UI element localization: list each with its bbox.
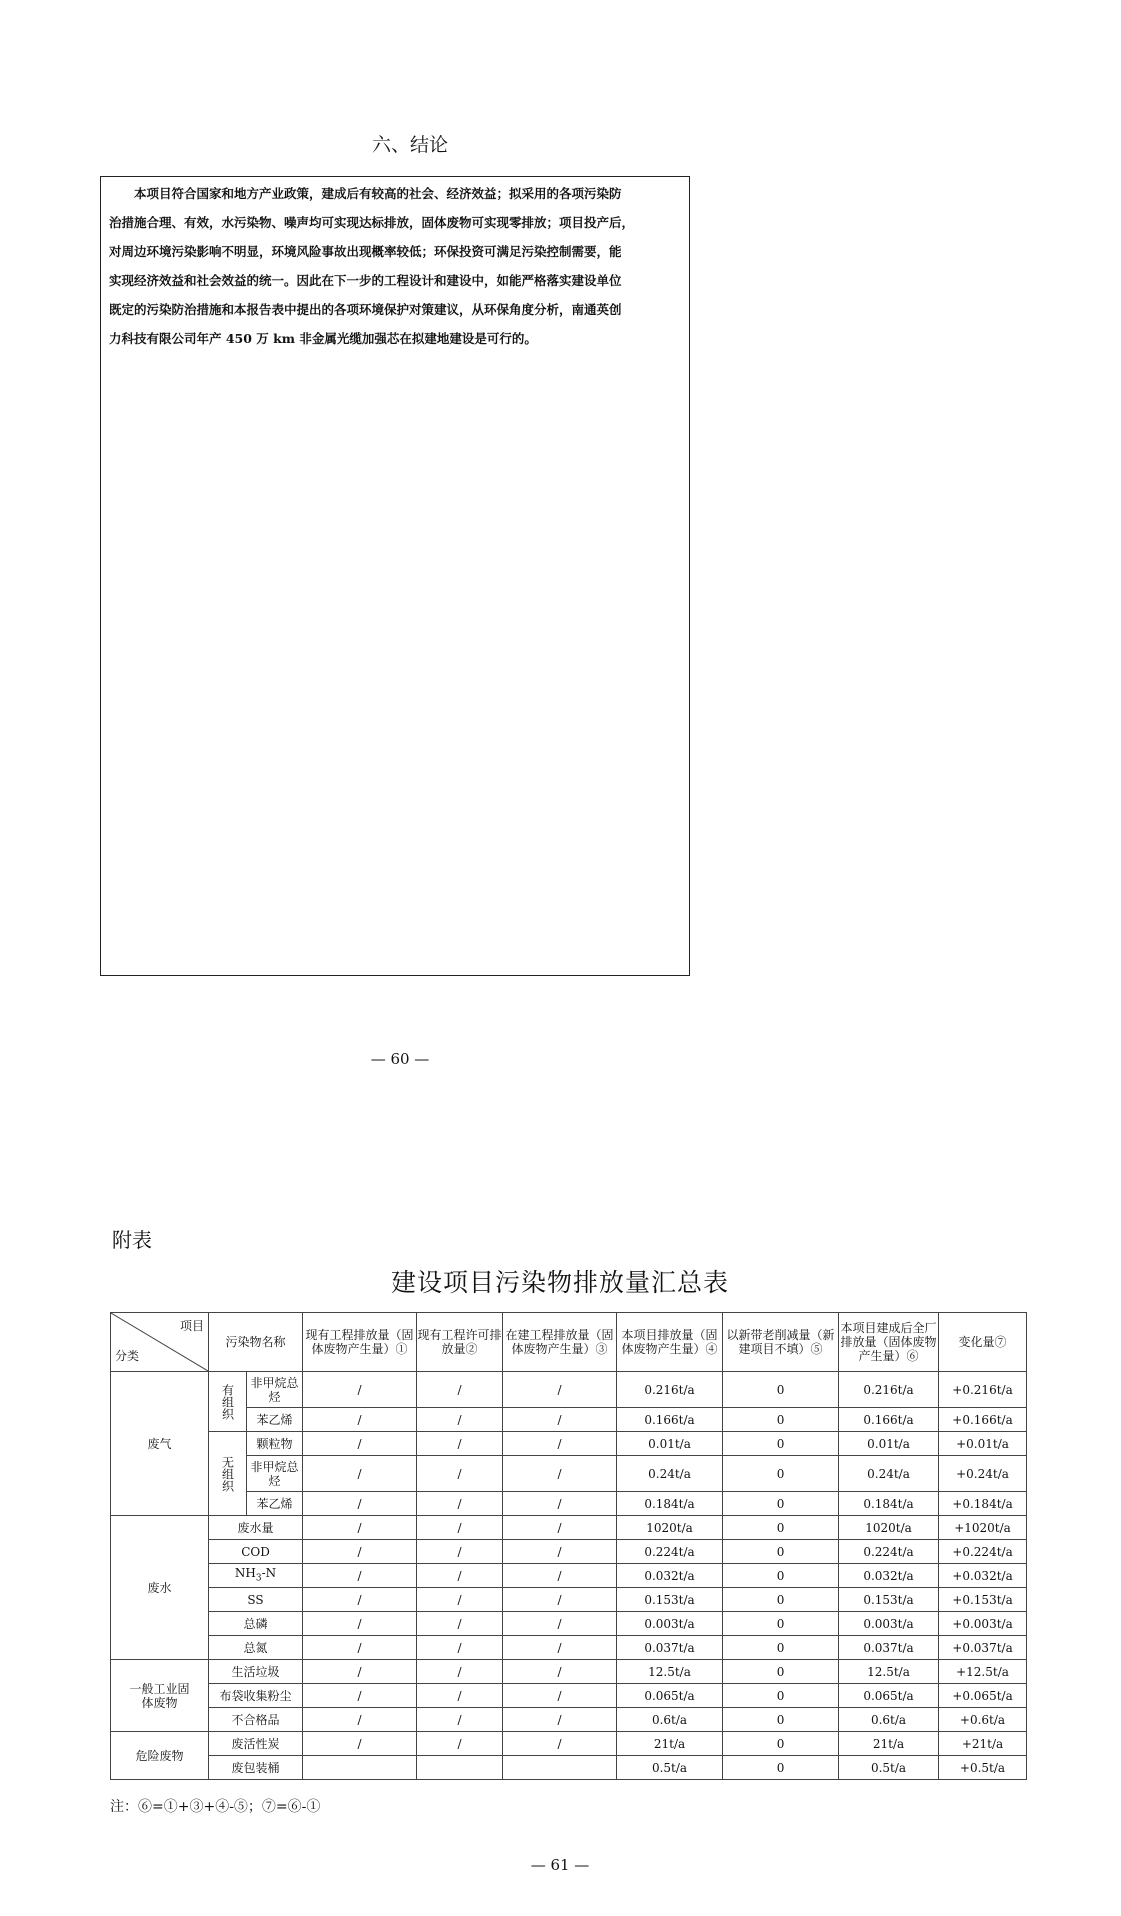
subgroup-cell: 无组织: [209, 1432, 247, 1516]
value-cell: +0.216t/a: [939, 1372, 1027, 1408]
conclusion-line: 既定的污染防治措施和本报告表中提出的各项环境保护对策建议，从环保角度分析，南通英创: [109, 302, 622, 317]
conclusion-line: 力科技有限公司年产 450 万 km 非金属光缆加强芯在拟建地建设是可行的。: [109, 331, 537, 346]
value-cell: +0.184t/a: [939, 1492, 1027, 1516]
value-cell: 0.065t/a: [839, 1684, 939, 1708]
table-row: [111, 1708, 1027, 1732]
value-cell: /: [503, 1456, 617, 1492]
table-row: [111, 1432, 1027, 1456]
value-cell: /: [303, 1612, 417, 1636]
value-cell: 12.5t/a: [617, 1660, 723, 1684]
header-col1: 现有工程排放量（固体废物产生量）①: [303, 1313, 417, 1372]
table-row: [111, 1516, 1027, 1540]
value-cell: /: [503, 1492, 617, 1516]
section-title: 六、结论: [371, 134, 448, 156]
value-cell: +0.6t/a: [939, 1708, 1027, 1732]
value-cell: 0.24t/a: [617, 1456, 723, 1492]
table-row: [111, 1564, 1027, 1588]
pollutant-name-cell: 总磷: [209, 1612, 303, 1636]
value-cell: 0.037t/a: [617, 1636, 723, 1660]
value-cell: 0: [723, 1564, 839, 1588]
pollutant-name-cell: 非甲烷总烃: [247, 1372, 303, 1408]
table-row: [111, 1684, 1027, 1708]
pollutant-name-cell: 苯乙烯: [247, 1408, 303, 1432]
header-col4: 本项目排放量（固体废物产生量）④: [617, 1313, 723, 1372]
formula-tail: -N: [261, 1565, 277, 1580]
pollutant-name-cell: SS: [209, 1588, 303, 1612]
value-cell: /: [503, 1540, 617, 1564]
value-cell: 0: [723, 1756, 839, 1780]
value-cell: +0.065t/a: [939, 1684, 1027, 1708]
value-cell: /: [417, 1372, 503, 1408]
value-cell: 12.5t/a: [839, 1660, 939, 1684]
value-cell: +0.01t/a: [939, 1432, 1027, 1456]
header-category-label: 分类: [115, 1349, 140, 1363]
header-col2: 现有工程许可排放量②: [417, 1313, 503, 1372]
value-cell: [503, 1756, 617, 1780]
value-cell: 0.065t/a: [617, 1684, 723, 1708]
value-cell: /: [503, 1708, 617, 1732]
header-diagonal-cell: [111, 1313, 209, 1372]
table-header-row: [111, 1313, 1027, 1372]
header-col5: 以新带老削减量（新建项目不填）⑤: [723, 1313, 839, 1372]
pollutant-name-cell: 非甲烷总烃: [247, 1456, 303, 1492]
header-item-label: 项目: [179, 1319, 204, 1333]
value-cell: /: [503, 1432, 617, 1456]
pollutant-summary-table: [110, 1312, 1027, 1780]
appendix-label: 附表: [112, 1228, 152, 1252]
value-cell: /: [303, 1408, 417, 1432]
table-title: 建设项目污染物排放量汇总表: [390, 1268, 729, 1297]
header-col6: 本项目建成后全厂排放量（固体废物产生量）⑥: [839, 1313, 939, 1372]
value-cell: /: [303, 1660, 417, 1684]
value-cell: /: [503, 1408, 617, 1432]
value-cell: 21t/a: [617, 1732, 723, 1756]
value-cell: 0.153t/a: [839, 1588, 939, 1612]
header-col7: 变化量⑦: [939, 1313, 1027, 1372]
value-cell: +0.224t/a: [939, 1540, 1027, 1564]
pollutant-name-cell: 布袋收集粉尘: [209, 1684, 303, 1708]
value-cell: /: [417, 1564, 503, 1588]
value-cell: 0.184t/a: [839, 1492, 939, 1516]
value-cell: +0.032t/a: [939, 1564, 1027, 1588]
pollutant-name-cell: COD: [209, 1540, 303, 1564]
conclusion-text: [109, 179, 681, 353]
table-note: 注：⑥=①+③+④-⑤；⑦=⑥-①: [110, 1799, 321, 1815]
value-cell: /: [417, 1456, 503, 1492]
value-cell: 0: [723, 1492, 839, 1516]
value-cell: 0.003t/a: [839, 1612, 939, 1636]
value-cell: 0.224t/a: [839, 1540, 939, 1564]
value-cell: /: [303, 1732, 417, 1756]
value-cell: /: [417, 1588, 503, 1612]
table-row: [111, 1612, 1027, 1636]
value-cell: 0.5t/a: [617, 1756, 723, 1780]
value-cell: 0.216t/a: [839, 1372, 939, 1408]
value-cell: 1020t/a: [839, 1516, 939, 1540]
table-row: [111, 1540, 1027, 1564]
value-cell: 0.24t/a: [839, 1456, 939, 1492]
header-pollutant-name: 污染物名称: [209, 1313, 303, 1372]
table-row: [111, 1636, 1027, 1660]
formula-main: NH: [234, 1565, 256, 1580]
subgroup-cell: 有组织: [209, 1372, 247, 1432]
value-cell: 0: [723, 1408, 839, 1432]
value-cell: /: [503, 1636, 617, 1660]
value-cell: 0.032t/a: [617, 1564, 723, 1588]
value-cell: /: [503, 1588, 617, 1612]
table-row: [111, 1660, 1027, 1684]
value-cell: /: [417, 1432, 503, 1456]
pollutant-name-cell: 总氮: [209, 1636, 303, 1660]
value-cell: /: [417, 1612, 503, 1636]
value-cell: 0.153t/a: [617, 1588, 723, 1612]
value-cell: /: [503, 1612, 617, 1636]
pollutant-name-cell: 颗粒物: [247, 1432, 303, 1456]
value-cell: 0: [723, 1516, 839, 1540]
value-cell: /: [417, 1684, 503, 1708]
value-cell: +12.5t/a: [939, 1660, 1027, 1684]
value-cell: [303, 1756, 417, 1780]
value-cell: +0.166t/a: [939, 1408, 1027, 1432]
header-col3: 在建工程排放量（固体废物产生量）③: [503, 1313, 617, 1372]
value-cell: +0.24t/a: [939, 1456, 1027, 1492]
category-cell: 危险废物: [111, 1732, 209, 1780]
value-cell: 0.166t/a: [617, 1408, 723, 1432]
value-cell: 0: [723, 1588, 839, 1612]
value-cell: /: [417, 1516, 503, 1540]
value-cell: /: [503, 1684, 617, 1708]
value-cell: 0.6t/a: [839, 1708, 939, 1732]
page-number: — 60 —: [370, 1050, 430, 1068]
value-cell: /: [503, 1516, 617, 1540]
value-cell: +21t/a: [939, 1732, 1027, 1756]
value-cell: /: [503, 1660, 617, 1684]
pollutant-name-cell: 废水量: [209, 1516, 303, 1540]
pollutant-name-cell: 不合格品: [209, 1708, 303, 1732]
value-cell: /: [303, 1372, 417, 1408]
conclusion-line: 实现经济效益和社会效益的统一。因此在下一步的工程设计和建设中，如能严格落实建设单位: [109, 273, 622, 288]
conclusion-line: 对周边环境污染影响不明显，环境风险事故出现概率较低；环保投资可满足污染控制需要，能: [109, 244, 622, 259]
value-cell: 0: [723, 1636, 839, 1660]
table-row: [111, 1756, 1027, 1780]
value-cell: 0: [723, 1732, 839, 1756]
pollutant-name-cell: 废包装桶: [209, 1756, 303, 1780]
conclusion-box: [100, 176, 690, 976]
value-cell: /: [303, 1432, 417, 1456]
value-cell: 0.184t/a: [617, 1492, 723, 1516]
value-cell: 0.032t/a: [839, 1564, 939, 1588]
value-cell: 0: [723, 1456, 839, 1492]
value-cell: 0: [723, 1684, 839, 1708]
value-cell: /: [503, 1564, 617, 1588]
category-cell: 一般工业固体废物: [111, 1660, 209, 1732]
value-cell: /: [417, 1408, 503, 1432]
category-cell: 废水: [111, 1516, 209, 1660]
value-cell: [417, 1756, 503, 1780]
value-cell: 0.166t/a: [839, 1408, 939, 1432]
value-cell: +1020t/a: [939, 1516, 1027, 1540]
value-cell: /: [303, 1540, 417, 1564]
pollutant-name-cell: [209, 1564, 303, 1588]
table-row: [111, 1372, 1027, 1408]
value-cell: /: [417, 1732, 503, 1756]
value-cell: 21t/a: [839, 1732, 939, 1756]
value-cell: /: [417, 1492, 503, 1516]
pollutant-name-cell: 苯乙烯: [247, 1492, 303, 1516]
value-cell: /: [303, 1636, 417, 1660]
value-cell: /: [303, 1588, 417, 1612]
conclusion-line: 本项目符合国家和地方产业政策，建成后有较高的社会、经济效益；拟采用的各项污染防: [109, 186, 622, 201]
value-cell: 1020t/a: [617, 1516, 723, 1540]
value-cell: /: [417, 1660, 503, 1684]
value-cell: 0: [723, 1372, 839, 1408]
value-cell: /: [303, 1708, 417, 1732]
value-cell: +0.5t/a: [939, 1756, 1027, 1780]
value-cell: /: [303, 1492, 417, 1516]
value-cell: +0.153t/a: [939, 1588, 1027, 1612]
value-cell: 0: [723, 1540, 839, 1564]
value-cell: /: [417, 1708, 503, 1732]
table-row: [111, 1408, 1027, 1432]
value-cell: /: [303, 1564, 417, 1588]
value-cell: 0: [723, 1612, 839, 1636]
value-cell: 0.6t/a: [617, 1708, 723, 1732]
page-number: — 61 —: [530, 1856, 590, 1874]
value-cell: +0.037t/a: [939, 1636, 1027, 1660]
value-cell: 0: [723, 1660, 839, 1684]
value-cell: 0.5t/a: [839, 1756, 939, 1780]
value-cell: /: [417, 1636, 503, 1660]
value-cell: 0.216t/a: [617, 1372, 723, 1408]
value-cell: 0: [723, 1432, 839, 1456]
table-row: [111, 1732, 1027, 1756]
value-cell: 0.003t/a: [617, 1612, 723, 1636]
table-row: [111, 1456, 1027, 1492]
value-cell: /: [417, 1540, 503, 1564]
value-cell: /: [303, 1516, 417, 1540]
pollutant-name-cell: 生活垃圾: [209, 1660, 303, 1684]
conclusion-line: 治措施合理、有效，水污染物、噪声均可实现达标排放，固体废物可实现零排放；项目投产后，: [109, 215, 635, 230]
category-cell: 废气: [111, 1372, 209, 1516]
value-cell: 0.01t/a: [617, 1432, 723, 1456]
value-cell: 0.037t/a: [839, 1636, 939, 1660]
value-cell: /: [303, 1456, 417, 1492]
formula-subscript: 3: [255, 1573, 262, 1584]
value-cell: +0.003t/a: [939, 1612, 1027, 1636]
value-cell: /: [503, 1372, 617, 1408]
value-cell: /: [503, 1732, 617, 1756]
table-row: [111, 1588, 1027, 1612]
pollutant-name-cell: 废活性炭: [209, 1732, 303, 1756]
value-cell: 0.01t/a: [839, 1432, 939, 1456]
value-cell: 0.224t/a: [617, 1540, 723, 1564]
value-cell: 0: [723, 1708, 839, 1732]
value-cell: /: [303, 1684, 417, 1708]
table-row: [111, 1492, 1027, 1516]
